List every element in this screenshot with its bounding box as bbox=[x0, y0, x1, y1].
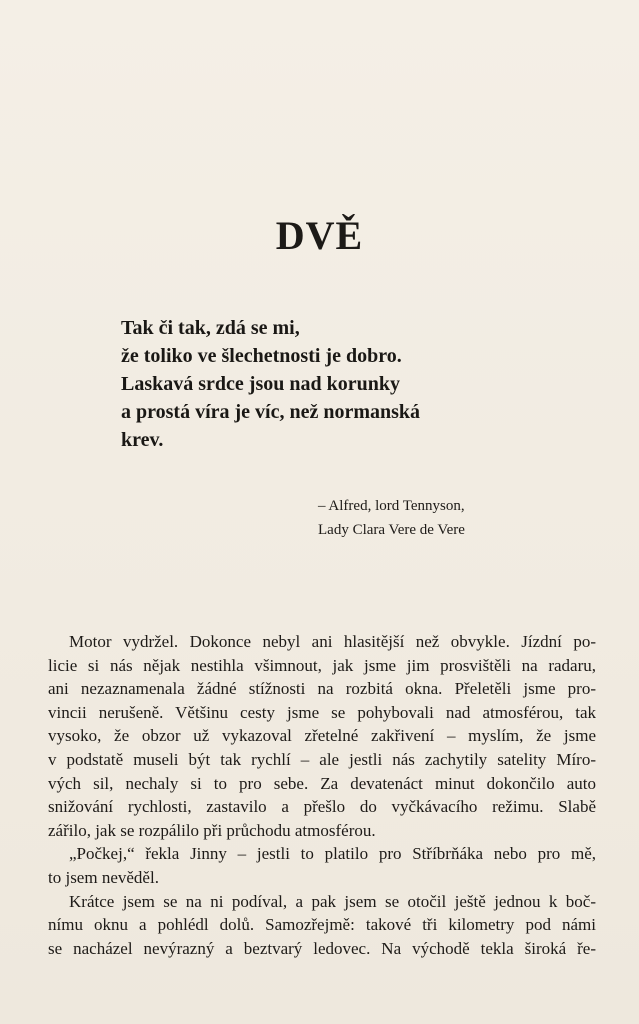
epigraph bbox=[121, 314, 541, 454]
body-line: ani nezaznamenala žádné stížnosti na rozbitá okna. Přeletěli jsme pro- bbox=[48, 679, 596, 699]
epigraph-line: krev. bbox=[121, 429, 164, 451]
chapter-title: DVĚ bbox=[275, 213, 364, 258]
epigraph-attribution bbox=[318, 494, 618, 542]
attribution-source: Lady Clara Vere de Vere bbox=[318, 522, 465, 538]
epigraph-line: Tak či tak, zdá se mi, bbox=[121, 317, 300, 339]
body-line: zářilo, jak se rozpálilo při průchodu atmosférou. bbox=[48, 820, 376, 840]
body-line: snižování rychlosti, zastavilo a přešlo do vyčkávacího režimu. Slabě bbox=[48, 797, 596, 817]
body-text bbox=[48, 630, 596, 960]
body-line: vysoko, že obzor už vykazoval zřetelné zakřivení – myslím, že jsme bbox=[48, 726, 596, 746]
body-line: Motor vydržel. Dokonce nebyl ani hlasitější než obvykle. Jízdní po- bbox=[69, 632, 596, 651]
body-line: v podstatě museli být tak rychlí – ale jestli nás zachytily satelity Míro- bbox=[48, 749, 596, 769]
epigraph-line: a prostá víra je víc, než normanská bbox=[121, 401, 421, 423]
body-line: vých sil, nechaly si to pro sebe. Za devatenáct minut dokončilo auto bbox=[48, 773, 596, 793]
body-line: se nacházel nevýrazný a beztvarý ledovec. Na východě tekla široká ře- bbox=[48, 938, 596, 958]
epigraph-line: Laskavá srdce jsou nad korunky bbox=[121, 373, 400, 395]
body-line: nímu oknu a pohlédl dolů. Samozřejmě: takové tři kilometry pod námi bbox=[48, 915, 596, 935]
body-line: Krátce jsem se na ni podíval, a pak jsem se otočil ještě jednou k boč- bbox=[69, 891, 596, 911]
body-line: „Počkej,“ řekla Jinny – jestli to platilo pro Stříbrňáka nebo pro mě, bbox=[69, 844, 596, 864]
epigraph-line: že toliko ve šlechetnosti je dobro. bbox=[121, 345, 402, 367]
attribution-author: – Alfred, lord Tennyson, bbox=[318, 498, 465, 514]
body-line: licie si nás nějak nestihla všimnout, jak jsme jim prosvištěli na radaru, bbox=[48, 655, 596, 675]
body-line: to jsem nevěděl. bbox=[48, 867, 159, 887]
body-line: vincii nerušeně. Většinu cesty jsme se pohybovali nad atmosférou, tak bbox=[48, 702, 596, 722]
